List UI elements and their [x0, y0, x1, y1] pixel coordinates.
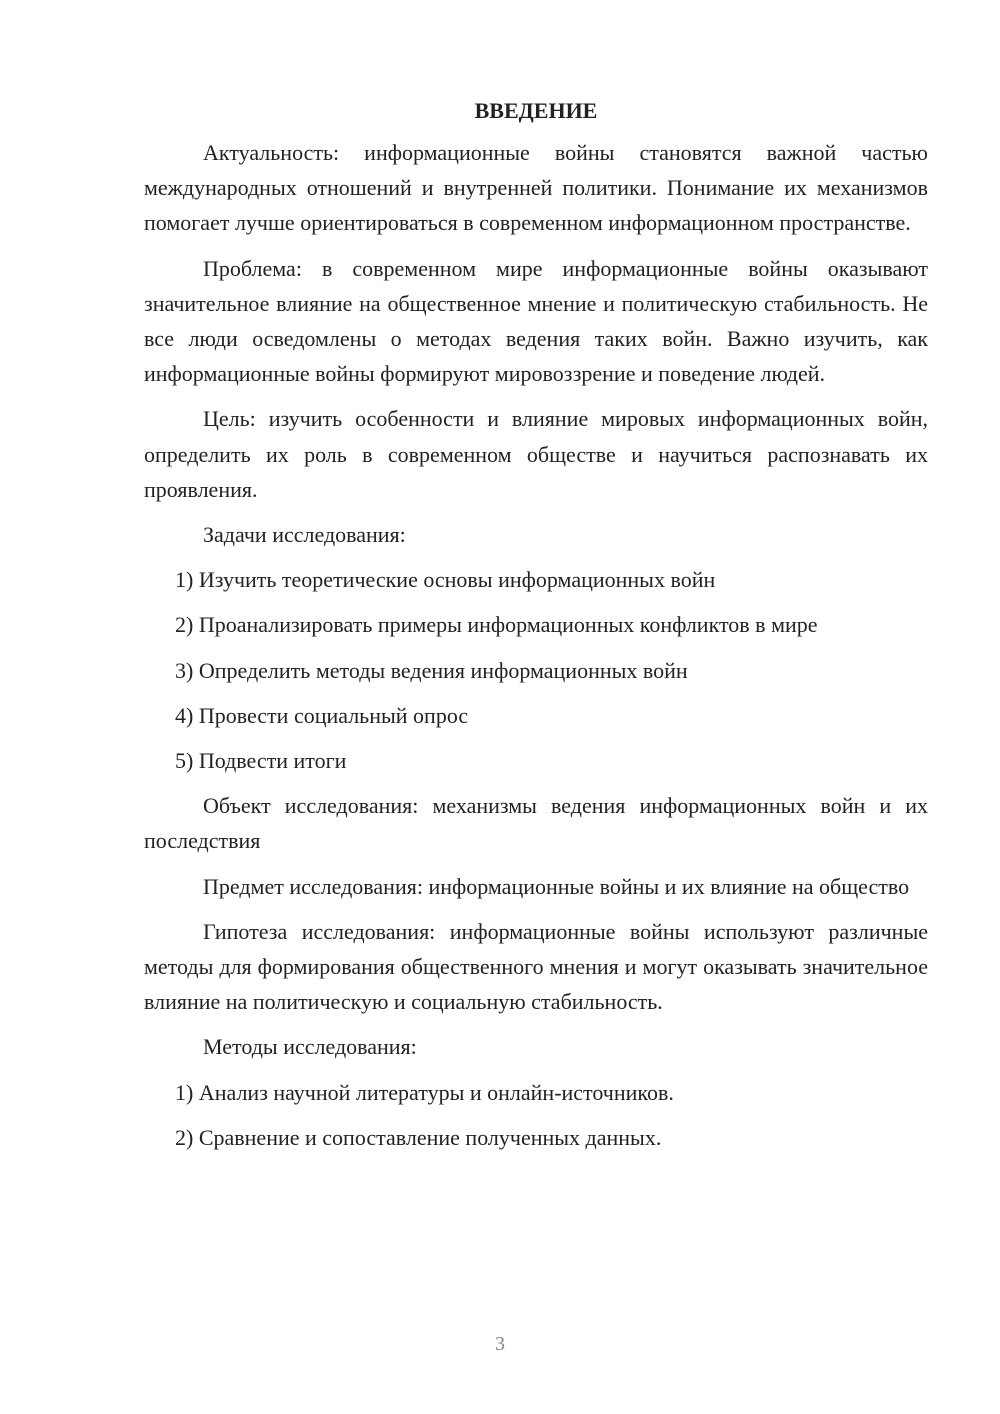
task-item: 2) Проанализировать примеры информационных конфликтов в мире: [175, 612, 818, 638]
method-item: 2) Сравнение и сопоставление полученных данных.: [175, 1124, 662, 1150]
task-item: 4) Провести социальный опрос: [175, 702, 469, 728]
section-title: ВВЕДЕНИЕ: [474, 98, 598, 123]
object-paragraph: Объект исследования: механизмы ведения информационных войн и их последствия: [144, 793, 928, 854]
task-item: 5) Подвести итоги: [175, 748, 347, 774]
document-page: [144, 95, 928, 1165]
problem-paragraph: Проблема: в современном мире информационные войны оказывают значительное влияние на общественное мнение и политическую стабильность. Не все люди осведомлены о методах ведения таких войн. Важно изучить, как информационные войны формируют мировоззрение и поведение людей.: [144, 255, 928, 387]
methods-heading: Методы исследования:: [203, 1034, 417, 1060]
hypothesis-paragraph: Гипотеза исследования: информационные войны используют различные методы для формирования общественного мнения и могут оказывать значительное влияние на политическую и социальную стабильность.: [144, 918, 928, 1015]
task-item: 1) Изучить теоретические основы информационных войн: [175, 567, 716, 593]
goal-paragraph: Цель: изучить особенности и влияние мировых информационных войн, определить их роль в современном обществе и научиться распознавать их проявления.: [144, 406, 928, 502]
tasks-heading: Задачи исследования:: [203, 522, 406, 548]
task-item: 3) Определить методы ведения информационных войн: [175, 657, 688, 683]
page-number: 3: [495, 1333, 505, 1355]
tasks-list: [144, 562, 928, 778]
method-item: 1) Анализ научной литературы и онлайн-источников.: [175, 1079, 674, 1105]
subject-paragraph: Предмет исследования: информационные войны и их влияние на общество: [203, 873, 910, 899]
methods-list: [144, 1075, 928, 1155]
relevance-paragraph: Актуальность: информационные войны становятся важной частью международных отношений и внутренней политики. Понимание их механизмов помогает лучше ориентироваться в современном информационном пространстве.: [144, 140, 928, 236]
